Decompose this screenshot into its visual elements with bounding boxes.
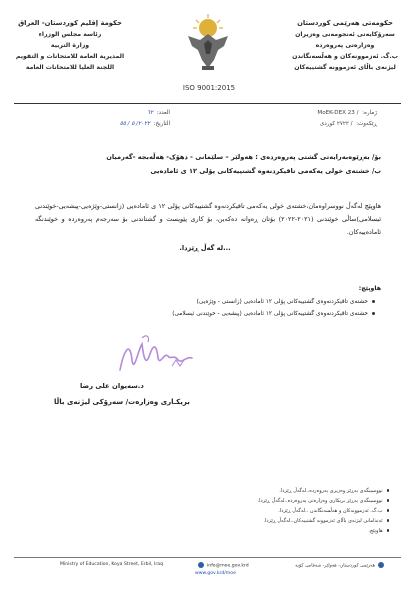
attachments-title: هاوپێچ: xyxy=(358,285,381,292)
location-icon xyxy=(378,562,384,568)
footer-email: info@moe.gov.krd xyxy=(195,562,249,569)
footer-divider xyxy=(14,557,401,558)
header-line: حكومة إقليم كوردستان- العراق xyxy=(18,19,122,27)
reference-left xyxy=(60,108,170,130)
cc-item: ب.گ. ئەزموونەکان و هەڵسەنگاندن ..لەگەڵ ڕێزدا. xyxy=(278,508,389,514)
header-divider xyxy=(14,103,401,104)
header-line: حکومەتی هەرێمی کوردستان xyxy=(297,19,393,27)
attachment-item: خشتەی تاقیکردنەوەی گشتییەکانی پۆلی ١٢ ئامادەیی (پیشەیی - خوێندنی ئیسلامی) xyxy=(172,309,375,319)
bullet-icon xyxy=(387,489,389,491)
footer-address: Ministry of Education, Koya Street, Erbil, Iraq xyxy=(60,562,163,567)
number-value: ٦٢ xyxy=(147,110,154,116)
number-label: ژمارە: xyxy=(362,110,377,116)
handwritten-signature xyxy=(112,330,202,380)
bullet-icon xyxy=(387,519,389,521)
recipient-block xyxy=(61,150,381,178)
header-line: ب.گ. ئەزموونەکان و هەڵسەنگاندن xyxy=(292,53,398,60)
iso-label: ISO 9001:2015 xyxy=(182,84,236,92)
body-paragraph: هاوپێچ لەگەڵ نووسراوەمان،خشتەی خولی یەکەمی تاقیکردنەوە گشتییەکانی پۆلی ١٢ ی ئامادەیی (زانستی-وێژەیی-پیشەیی-خوێندنی ئیسلامی)ساڵی خوێندنی (٢٠٢١-٢٠٢٢) بۆتان ڕەوانە دەکەین، بۆ کاری پێویست و گشتاندنی بۆ سەرجەم پەروەردە و خوێندنگە ئامادەییەکان. xyxy=(35,202,381,236)
bullet-icon xyxy=(387,529,389,531)
reference-right xyxy=(257,108,377,130)
recipient-line: بۆ/ بەڕێوەبەرایەتی گشتی پەروەردەی : هەولێر – سلێمانی - دهۆک- هەڵەبجە -گەرمیان xyxy=(106,153,381,161)
attachment-item: خشتەی تاقیکردنەوەی گشتییەکانی پۆلی ١٢ ئامادەیی (زانستی - وێژەیی) xyxy=(197,297,375,307)
bullet-icon xyxy=(372,300,375,303)
header-line: المديرية العامة للامتحانات و التقويم xyxy=(15,53,125,60)
subject-line: ب/ خشتەی خولی یەکەمی تاقیکردنەوە گشتییەکانی پۆلی ١٢ ی ئامادەیی xyxy=(150,167,381,175)
header-line: وزارة التربية xyxy=(50,42,90,49)
header-line: وەزارەتی پەروەردە xyxy=(315,42,375,49)
cc-item: هاوپێچ. xyxy=(368,528,389,534)
signatory-name: د.سەیوان علی رضا xyxy=(80,382,144,390)
cc-item: نووسینگەی بەڕێز وەزیری پەروەردە..لەگەڵ ڕێزدا. xyxy=(279,488,389,494)
cc-item: ئەندامانی لیژنەی باڵای ئەزموونە گشتییەکان..لەگەڵ ڕێزدا. xyxy=(263,518,389,524)
header-line: رئاسة مجلس الوزراء xyxy=(38,31,102,38)
number-label: العدد: xyxy=(156,110,170,116)
footer-address-kurdish: هەرێمی کوردستان- هەولێر- شەقامی کۆیە xyxy=(295,562,387,569)
header-kurdish xyxy=(289,18,401,73)
number-value: MoEK-DEX 23 / xyxy=(317,110,359,116)
kurdistan-emblem-icon xyxy=(182,10,234,76)
closing-line: ...لە گەڵ ڕێزدا. xyxy=(179,244,231,252)
date-value: ٢٠٢٢/ ٥ / ٥٥ xyxy=(119,121,151,127)
email-icon xyxy=(198,562,204,568)
header-arabic xyxy=(14,18,126,73)
header-line: اللجنة العليا للامتحانات العامة xyxy=(25,64,115,71)
date-label: ڕێکەوت: xyxy=(356,121,377,127)
bullet-icon xyxy=(372,312,375,315)
header-line: لیژنەی باڵای ئەزموونە گشتییەکان xyxy=(294,64,396,71)
cc-item: نووسینگەی بەڕێز بریکاری وەزارەتی پەروەردە..لەگەڵ ڕێزدا. xyxy=(258,498,389,504)
bullet-icon xyxy=(387,499,389,501)
signatory-title: بریکـاری وەزارەت/ سەرۆکی لیژنەی باڵا xyxy=(54,398,190,406)
footer-website[interactable]: www.gov.krd/moe xyxy=(195,571,236,576)
date-value: / ٢٧٢٢ کوردی xyxy=(319,121,353,127)
date-label: التاريخ: xyxy=(153,121,170,127)
bullet-icon xyxy=(387,509,389,511)
header-line: سەرۆکایەتی ئەنجومەنی وەزیران xyxy=(295,31,395,38)
